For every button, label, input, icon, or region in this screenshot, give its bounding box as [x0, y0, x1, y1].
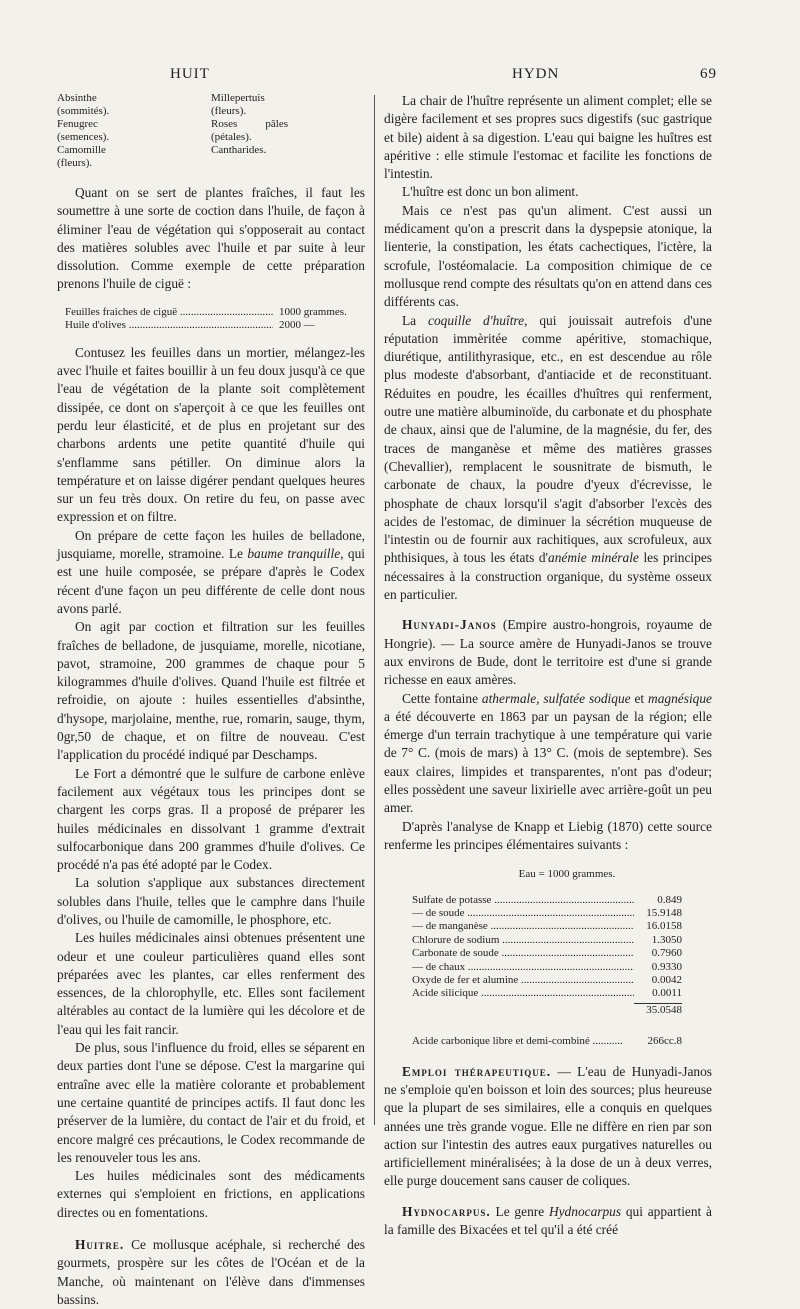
substance-name: — de manganèse .....	[412, 920, 634, 933]
acid-name: Acide carbonique libre et demi-combiné .....	[412, 1035, 622, 1048]
analysis-row	[412, 934, 682, 947]
paragraph-medicament: Mais ce n'est pas qu'un aliment. C'est aussi un médicament qu'on a prescrit dans la dyspepsie atonique, la lienterie, la constipation, les états cachectiques, l'ictère, la scrofule, l'ostéomalacie. La composition chimique de ce mollusque rend compte des résultats qu'on en attend dans ces différents cas.	[384, 202, 712, 310]
acid-row	[412, 1035, 682, 1048]
entry-heading: Hunyadi-Janos	[402, 617, 497, 633]
recipe-quantity: 2000 —	[279, 318, 315, 331]
substance-value: 0.0011	[652, 987, 682, 1000]
text-run: On prépare de cette façon les huiles de belladone, jusquiame, morelle, stramoine. Le	[57, 527, 365, 562]
paragraph-fontaine	[384, 690, 712, 818]
right-column	[384, 92, 712, 1239]
analysis-row	[412, 974, 682, 987]
substance-value: 0.9330	[651, 960, 682, 973]
analysis-row	[412, 947, 682, 960]
substance-value: 16.0158	[646, 920, 682, 933]
paragraph-knapp: D'après l'analyse de Knapp et Liebig (1870) cette source renferme les principes élémentaires suivants :	[384, 818, 712, 852]
recipe-quantity: 1000 grammes.	[279, 305, 347, 318]
analysis-row	[412, 987, 682, 1000]
entry-heading: Emploi thérapeutique.	[402, 1063, 552, 1079]
entry-emploi	[384, 1063, 712, 1191]
paragraph-belladone	[57, 527, 365, 618]
analysis-title: Eau = 1000 grammes.	[518, 868, 616, 881]
paragraph-huiles: Les huiles médicinales ainsi obtenues présentent une odeur et une couleur particulières quand elles sont préparées avec les plantes, car elles renferment des essences, de la chlorophylle, etc. Elles sont facilement altérables au contact de la lumière qui les décolore et de l'eau qui les fait rancir.	[57, 930, 365, 1037]
substance-value: 0.7960	[651, 947, 682, 960]
italic-term: baume tranquille	[247, 546, 341, 562]
paragraph-externes: Les huiles médicinales sont des médicaments externes qui s'emploient en frictions, en applications directes ou en fomentations.	[57, 1168, 365, 1220]
text-run: les principes nécessaires à la construction organique, du système osseux en particulier.	[384, 550, 713, 603]
recipe-row	[65, 306, 365, 319]
recipe-ingredient: Huile d'olives .....	[65, 319, 273, 332]
paragraph-froid: De plus, sous l'influence du froid, elles se séparent en deux parties dont l'une se dépose. C'est la margarine qui entraîne avec elle la matière colorante et probablement une certaine quantité de principes actifs. Il faut donc les préserver de la lumière, du contact de l'air et du froid, et encore malgré ces précautions, le Codex recommande de les renouveler tous les ans.	[57, 1040, 365, 1165]
analysis-row	[412, 907, 682, 920]
paragraph-contusez: Contusez les feuilles dans un mortier, mélangez-les avec l'huile et faites bouillir à un feu doux jusqu'à ce que l'eau de végétation de la plante soit complètement dissipée, ce dont on s'aperçoit à ce que les feuilles ont perdu leur élasticité, et de plus en projetant sur des charbons ardents une petite quantité d'huile qui s'enflamme sans pétiller. On diminue alors la température et on laisse digérer pendant quelques heures sur un feu très doux. On retire du feu, on passe avec expression et on filtre.	[57, 344, 365, 525]
acid-value: 266cc.8	[647, 1035, 682, 1048]
plant-item: Millepertuis (fleurs).	[211, 92, 265, 117]
paragraph-solution: La solution s'applique aux substances directement solubles dans l'huile, telles que le camphre dans l'huile d'olives, ou l'huile de camomille, le phosphore, etc.	[57, 875, 365, 927]
recipe-ingredient: Feuilles fraiches de ciguë .....	[65, 306, 273, 319]
substance-name: — de chaux .....	[412, 961, 634, 974]
text-run: qui appartient à la famille des Bixacées et tel qu'il a été créé	[384, 1203, 712, 1238]
analysis-total: 35.0548	[646, 1003, 682, 1016]
text-run: , qui jouissait autrefois d'une réputation immèritée comme apéritive, stomachique, diurétique, antilithyrasique, etc., en est descendue au rôle plus modeste d'absorbant, d'antiacide et de reconstituant. Réduites en poudre, les écailles d'huîtres qui renferment, outre une matière albuminoïde, du carbonate et du phosphate de chaux, ainsi que de l'alumine, de la magnésie, du fer, des traces de manganèse et même des matières grasses (Chevallier), remplacent le sousnitrate de bismuth, le carbonate de chaux, la poudre d'yeux d'écrevisse, le phosphate de chaux lorsqu'il s'agit d'absorber l'excès des acides de l'estomac, de diminuer la sécrétion muqueuse de l'intestin ou de fournir aux rachitiques, aux scrofuleux, aux phthisiques, à tous les états d'	[384, 312, 713, 566]
plant-item: Fenugrec (semences).	[57, 118, 110, 143]
left-column	[57, 92, 365, 1309]
substance-name: Chlorure de sodium .....	[412, 934, 634, 947]
italic-term: athermale, sulfatée sodique	[481, 690, 631, 706]
entry-hydnocarpus	[384, 1203, 712, 1240]
substance-value: 0.0042	[651, 974, 682, 987]
analysis-row	[412, 894, 682, 907]
substance-value: 15.9148	[646, 906, 682, 919]
substance-value: 1.3050	[651, 933, 682, 946]
paragraph-le-fort: Le Fort a démontré que le sulfure de carbone enlève facilement aux végétaux tous les principes dont se chargent les corps gras. Il a proposé de préparer les huiles médicinales en dissolvant 1 gramme d'extrait sulfocarbonique dans 200 grammes d'huile d'olives. Ce procédé n'a pas été adopté par le Codex.	[57, 765, 365, 873]
plant-item: Absinthe (sommités).	[57, 92, 110, 117]
plant-list-col-2	[211, 92, 365, 170]
plant-item: Camomille (fleurs).	[57, 144, 106, 169]
paragraph-bon-aliment: L'huître est donc un bon aliment.	[402, 184, 579, 200]
column-divider	[374, 95, 375, 1125]
text-run: et	[630, 690, 649, 706]
italic-term: coquille d'huître	[428, 312, 525, 328]
entry-text: Ce mollusque acéphale, si recherché des gourmets, prospère sur les côtes de l'Océan et de la Manche, où maintenant on l'élève dans d'immenses bassins.	[57, 1237, 365, 1307]
analysis-row	[412, 920, 682, 933]
analysis-row	[412, 961, 682, 974]
text-run: a été découverte en 1863 par un paysan de la région; elle émerge d'un terrain trachytique à une température qui varie de 7° C. (mois de mars) à 13° C. (mois de septembre). Ses eaux claires, limpides et transparentes, n'ont pas d'odeur; elles possèdent une saveur lixirielle avec arrière-goût un peu amer.	[384, 708, 712, 816]
entry-heading: Huitre.	[75, 1237, 125, 1253]
substance-name: Carbonate de soude .....	[412, 947, 634, 960]
italic-term: anémie minérale	[548, 550, 639, 566]
paragraph-intro: Quant on se sert de plantes fraîches, il faut les soumettre à une sorte de coction dans l'huile, de façon à éliminer l'eau de végétation qui s'opposerait au contact des matières solubles avec l'huile et par suite à leur dissolution. Comme exemple de cette préparation prenons l'huile de ciguë :	[57, 185, 365, 292]
running-head-left: HUIT	[170, 66, 210, 82]
text-run: La	[402, 312, 429, 328]
entry-heading: Hydnocarpus.	[402, 1203, 491, 1219]
analysis-table	[412, 868, 682, 1048]
substance-value: 0.849	[657, 893, 682, 906]
entry-huitre	[57, 1236, 365, 1309]
plant-item: Cantharides.	[211, 144, 267, 156]
recipe-table	[65, 306, 365, 332]
substance-name: Oxyde de fer et alumine .....	[412, 974, 634, 987]
running-head-center: HYDN	[512, 66, 560, 82]
plant-item: Roses pâles (pétales).	[211, 118, 288, 143]
substance-name: — de soude .....	[412, 907, 634, 920]
text-run: Cette fontaine	[402, 690, 482, 706]
entry-hunyadi	[384, 616, 712, 689]
entry-text: — L'eau de Hunyadi-Janos ne s'emploie qu'en boisson et loin des sources; plus heureuse que la plupart de ses similaires, elle a conquis en quelques années une très grande vogue. Elle ne diffère en rien par son action sur l'intestin des autres eaux purgatives naturelles ou artificiellement minéralisées; à la dose de un à deux verres, elle purge doucement sans causer de coliques.	[384, 1063, 712, 1189]
italic-term: magnésique	[648, 690, 712, 706]
paragraph-coquille	[384, 312, 712, 605]
text-run: , qui est une huile composée, se prépare d'après le Codex récent d'une façon un peu différente de celle dont nous avons parlé.	[57, 546, 365, 616]
text-run: Le genre	[490, 1203, 549, 1219]
recipe-row	[65, 319, 365, 332]
page-number: 69	[700, 66, 717, 82]
entry-text: (Empire austro-hongrois, royaume de Hongrie). — La source amère de Hunyadi-Janos se trouve aux environs de Bude, dont le territoire est d'une si grande richesse en eaux amères.	[384, 617, 712, 688]
plant-list-col-1	[57, 92, 211, 170]
italic-term: Hydnocarpus	[548, 1203, 622, 1219]
substance-name: Acide silicique .....	[412, 987, 634, 1000]
paragraph-coction: On agit par coction et filtration sur les feuilles fraîches de belladone, de jusquiame, morelle, nicotiane, pavot, stramoine, 200 grammes de chaque pour 5 kilogrammes d'huile d'olives. Quand l'huile est filtrée et refroidie, on ajoute : huiles essentielles d'absinthe, d'hysope, marjolaine, menthe, rue, romarin, sauge, thym, 0gr,50 de chaque, et on filtre de nouveau. C'est l'application du procédé indiqué par Deschamps.	[57, 619, 365, 763]
paragraph-chair: La chair de l'huître représente un aliment complet; elle se digère facilement et ses propres sucs digestifs (suc gastrique et bile) aident à sa digestion. L'eau qui baigne les huîtres est apéritive : elle stimule l'estomac et facilite les fonctions de l'intestin.	[384, 93, 712, 182]
substance-name: Sulfate de potasse .....	[412, 894, 634, 907]
plant-list	[57, 92, 365, 170]
